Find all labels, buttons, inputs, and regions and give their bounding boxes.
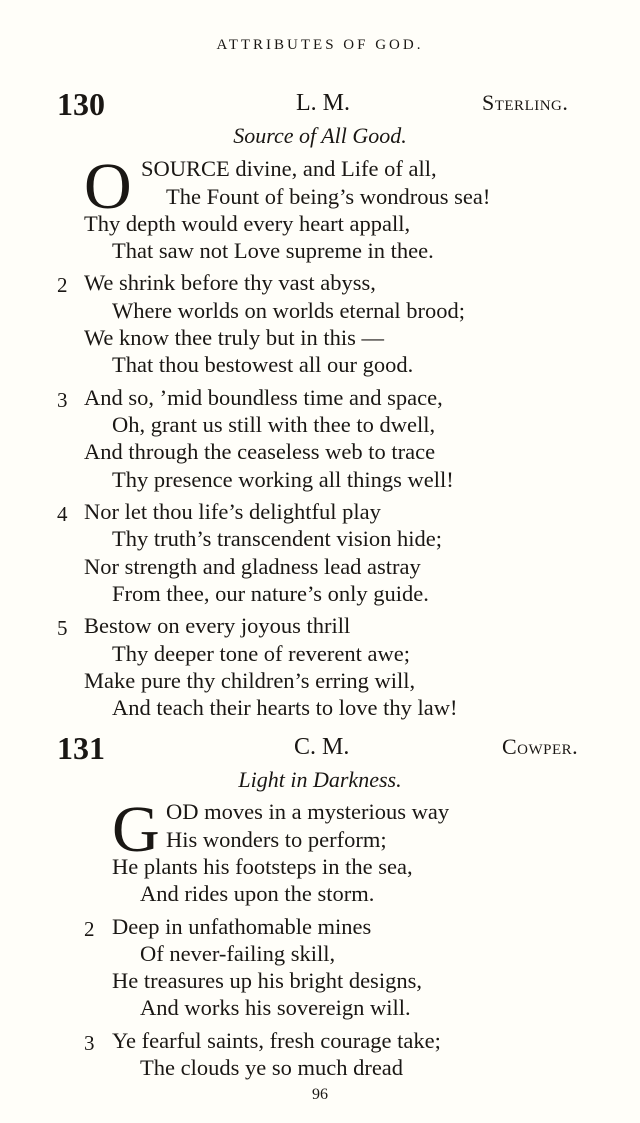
hymn-line: From thee, our nature’s only guide. <box>112 581 429 606</box>
hymn-line: The clouds ye so much dread <box>140 1055 404 1080</box>
verse-number: 4 <box>57 502 68 526</box>
hymn-number: 131 <box>57 730 105 766</box>
hymn-title: Light in Darkness. <box>238 767 402 792</box>
hymn-line: Of never-failing skill, <box>140 941 336 966</box>
hymn-line: The Fount of being’s wondrous sea! <box>166 184 491 209</box>
hymn-line: OD moves in a mysterious way <box>166 799 450 824</box>
hymn-line: That thou bestowest all our good. <box>112 352 414 377</box>
hymn-line: We know thee truly but in this — <box>84 325 385 350</box>
hymn-line: Thy deeper tone of reverent awe; <box>112 641 410 666</box>
drop-cap: O <box>84 150 132 223</box>
hymn-line: His wonders to perform; <box>166 827 387 852</box>
hymn-line: And rides upon the storm. <box>140 881 375 906</box>
hymn-line: Nor let thou life’s delightful play <box>84 499 381 524</box>
hymn-title: Source of All Good. <box>233 123 407 148</box>
hymn-line: Oh, grant us still with thee to dwell, <box>112 412 436 437</box>
hymn-line: Where worlds on worlds eternal brood; <box>112 298 466 323</box>
hymn-number: 130 <box>57 86 105 122</box>
hymn-line: Bestow on every joyous thrill <box>84 613 351 638</box>
hymn-line: And through the ceaseless web to trace <box>84 439 436 464</box>
hymn-line: And teach their hearts to love thy law! <box>112 695 458 720</box>
hymn-line: And works his sovereign will. <box>140 995 411 1020</box>
verse-number: 5 <box>57 616 68 640</box>
verse-number: 3 <box>84 1031 95 1055</box>
tune-name: Sterling. <box>482 90 569 115</box>
verse-number: 2 <box>57 273 68 297</box>
hymn-meter: C. M. <box>294 734 350 760</box>
hymn-line: Make pure thy children’s erring will, <box>84 668 416 693</box>
hymn-line: Ye fearful saints, fresh courage take; <box>112 1028 441 1053</box>
hymn-line: We shrink before thy vast abyss, <box>84 270 376 295</box>
verse-number: 3 <box>57 388 68 412</box>
hymn-line: He treasures up his bright designs, <box>112 968 422 993</box>
hymn-line: Nor strength and gladness lead astray <box>84 554 421 579</box>
tune-name: Cowper. <box>502 734 579 759</box>
hymn-line: Thy presence working all things well! <box>112 467 454 492</box>
hymn-line: He plants his footsteps in the sea, <box>112 854 413 879</box>
running-header: ATTRIBUTES OF GOD. <box>216 37 424 53</box>
hymn-line: Deep in unfathomable mines <box>112 914 372 939</box>
hymn-line: Thy depth would every heart appall, <box>84 211 411 236</box>
hymn-meter: L. M. <box>296 90 350 116</box>
hymn-line: That saw not Love supreme in thee. <box>112 238 434 263</box>
hymn-line: Thy truth’s transcendent vision hide; <box>112 526 442 551</box>
verse-number: 2 <box>84 917 95 941</box>
drop-cap: G <box>112 793 160 866</box>
page-number: 96 <box>312 1086 328 1103</box>
hymn-line: And so, ’mid boundless time and space, <box>84 385 443 410</box>
hymn-line: SOURCE divine, and Life of all, <box>141 156 437 181</box>
